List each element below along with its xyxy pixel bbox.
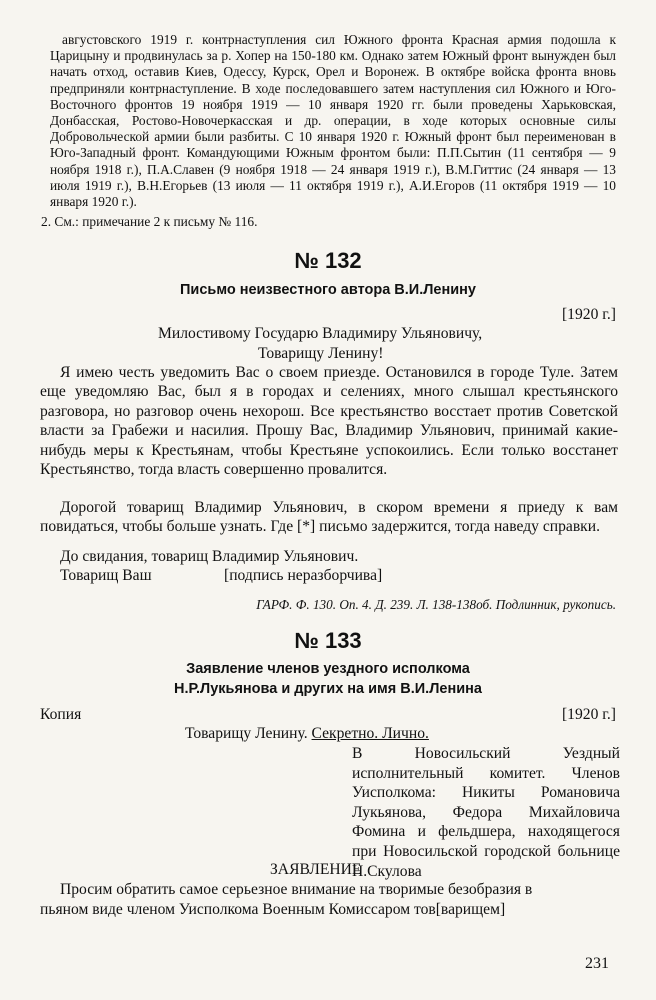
salutation-line-2: Товарищу Ленину! (258, 345, 384, 362)
document-title-133-line-1: Заявление членов уездного исполкома (186, 661, 470, 677)
statement-heading: ЗАЯВЛЕНИЕ (270, 861, 362, 878)
addressee-name: Товарищу Ленину. (185, 725, 308, 742)
letter-paragraph-1: Я имею честь уведомить Вас о своем приезде. Остановился в городе Туле. Затем еще уведомляю Вас, был я в городах и селениях, много слышал крестьянского разговора, но разговор очень нехорош. Все крестьянство восстает против Советской власти за Грабежи и насилия. Прошу Вас, Владимир Ульянович, принимай какие-нибудь меры к Крестьянам, чтобы Крестьяне успокоились. Если только восстанет Крестьянство, тогда власть совершенно провалится. (40, 364, 618, 479)
document-number-133: № 133 (294, 628, 362, 653)
document-date-132: [1920 г.] (561, 306, 616, 323)
secrecy-marks: Секретно. Лично. (311, 725, 429, 742)
letter-paragraph-2: Дорогой товарищ Владимир Ульянович, в скором времени я приеду к вам повидаться, чтобы больше узнать. Где [*] письмо задержится, тогда наведу справки. (40, 499, 618, 536)
statement-line-1: Просим обратить самое серьезное внимание на творимые безобразия в (60, 881, 533, 898)
statement-line-2: пьяном виде членом Уисполкома Военным Комиссаром тов[варищем] (40, 901, 506, 918)
letter-closing: До свидания, товарищ Владимир Ульянович. (60, 548, 359, 565)
addressee-line (185, 724, 429, 744)
copy-label: Копия (40, 706, 82, 723)
signature-label: Товарищ Ваш (60, 567, 152, 584)
signature-illegible: [подпись неразборчива] (224, 567, 383, 584)
document-title-132: Письмо неизвестного автора В.И.Ленину (180, 282, 476, 298)
sender-address-block: В Новосильский Уездный исполнительный комитет. Членов Уисполкома: Никиты Романовича Лукьянова, Федора Михайловича Фомина и фельдшера, находящегося при Новосильской городской больнице Н.Скулова (352, 745, 620, 880)
footnote-1: августовского 1919 г. контрнаступления сил Южного фронта Красная армия подошла к Царицыну и продвинулась за р. Хопер на 150-180 км. Однако затем Южный фронт вынужден был начать отход, оставив Киев, Одессу, Курск, Орел и Воронеж. В октябре войска фронта вновь предприняли контрнаступление. В ходе последовавшего затем наступления сил Южного и Юго-Восточного фронтов 19 ноября 1919 — 10 января 1920 гг. были проведены Харьковская, Донбасская, Ростово-Новочеркасская и др. операции, в ходе которых основные силы Добровольческой армии были разбиты. С 10 января 1920 г. Южный фронт был переименован в Юго-Западный фронт. Командующими Южным фронтом были: П.П.Сытин (11 сентября — 9 ноября 1918 г.), П.А.Славен (9 ноября 1918 — 24 января 1919 г.), В.М.Гиттис (24 января — 13 июля 1919 г.), В.Н.Егорьев (13 июля — 11 октября 1919 г.), А.И.Егоров (11 октября 1919 — 10 января 1920 г.). (50, 32, 616, 210)
document-title-133-line-2: Н.Р.Лукьянова и других на имя В.И.Ленина (174, 681, 482, 697)
page-number: 231 (585, 955, 609, 972)
footnote-2: 2. См.: примечание 2 к письму № 116. (41, 214, 258, 229)
document-number-132: № 132 (294, 248, 362, 273)
document-date-133: [1920 г.] (561, 706, 616, 723)
salutation-line-1: Милостивому Государю Владимиру Ульяновичу, (158, 325, 483, 342)
archive-source-132: ГАРФ. Ф. 130. Оп. 4. Д. 239. Л. 138-138об. Подлинник, рукопись. (256, 597, 616, 612)
